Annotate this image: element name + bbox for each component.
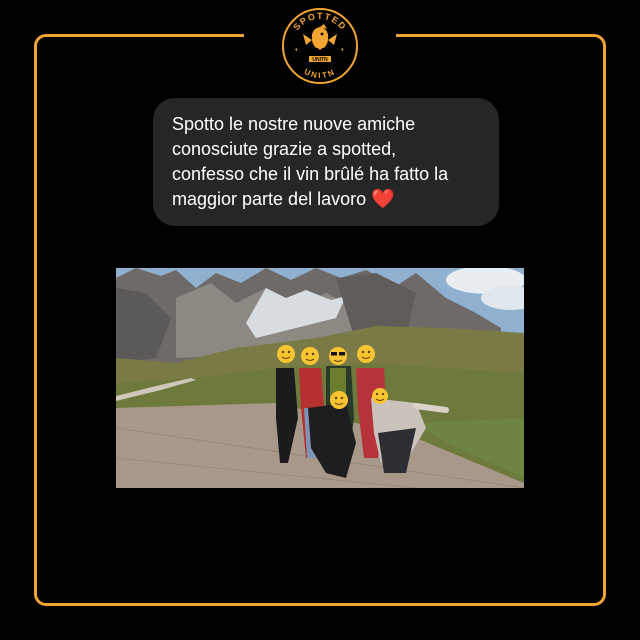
message-line: conosciute grazie a spotted,	[172, 139, 397, 159]
post-photo	[116, 268, 524, 488]
message-line: maggior parte del lavoro ❤️	[172, 189, 395, 210]
message-bubble	[153, 98, 499, 226]
logo-right-mark: ♦	[341, 47, 344, 53]
message-line: confesso che il vin brûlé ha fatto la	[172, 164, 449, 184]
face-emoji-icon	[372, 388, 388, 404]
logo-left-mark: ♦	[295, 47, 298, 53]
logo-top-text: SPOTTED	[291, 10, 349, 33]
face-emoji-icon	[277, 345, 295, 363]
logo-bottom-text: UNITN	[302, 66, 338, 81]
logo-ribbon-text: UNITN	[312, 57, 328, 63]
face-emoji-icon	[357, 345, 375, 363]
face-emoji-icon	[330, 391, 348, 409]
face-emoji-icon	[301, 347, 319, 365]
message-line: Spotto le nostre nuove amiche	[172, 114, 416, 134]
spotted-unitn-logo	[281, 7, 359, 85]
heart-emoji: ❤️	[371, 189, 395, 210]
sunglasses-emoji-icon	[329, 347, 347, 365]
